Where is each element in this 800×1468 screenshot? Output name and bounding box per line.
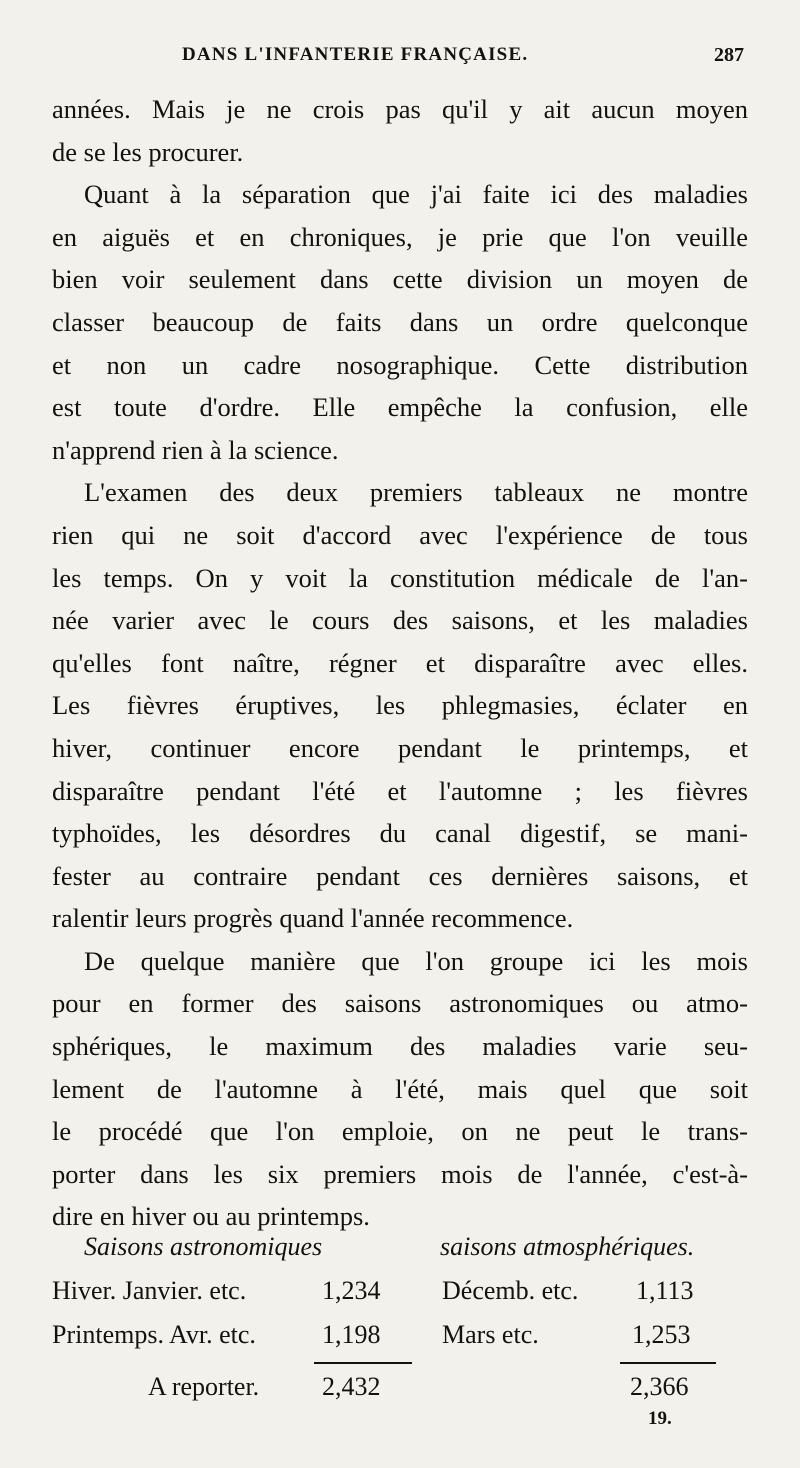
text-line: années. Mais je ne crois pas qu'il y ait aucun moyen: [52, 94, 748, 124]
text-line: L'examen des deux premiers tableaux ne montre: [84, 477, 748, 508]
text-line: qu'elles font naître, régner et disparaître avec elles.: [52, 647, 748, 678]
body-text: [52, 88, 748, 1238]
text-line: Les fièvres éruptives, les phlegmasies, éclater en: [52, 690, 748, 721]
table-head-atmospheric: saisons atmosphériques.: [440, 1232, 695, 1261]
text-line: pour en former des saisons astronomiques ou atmo-: [52, 988, 748, 1019]
text-line: sphériques, le maximum des maladies varie seu-: [52, 1031, 748, 1062]
text-line: n'apprend rien à la science.: [52, 434, 339, 465]
sum-rule-left: [314, 1362, 412, 1364]
text-line: Quant à la séparation que j'ai faite ici des maladies: [84, 179, 748, 210]
page-header: [52, 44, 752, 76]
text-line: les temps. On y voit la constitution médicale de l'an-: [52, 562, 748, 593]
running-head: DANS L'INFANTERIE FRANÇAISE.: [182, 44, 529, 65]
row2-label-right: Mars etc.: [442, 1320, 539, 1349]
sum-rule-right: [620, 1362, 716, 1364]
text-line: de se les procurer.: [52, 136, 244, 167]
text-line: le procédé que l'on emploie, on ne peut le trans-: [52, 1116, 748, 1147]
carry-value-left: 2,432: [322, 1372, 381, 1401]
row1-value-right: 1,113: [636, 1276, 694, 1305]
text-line: typhoïdes, les désordres du canal digestif, se mani-: [52, 818, 748, 849]
text-line: née varier avec le cours des saisons, et les maladies: [52, 605, 748, 636]
text-line: De quelque manière que l'on groupe ici les mois: [84, 945, 748, 976]
text-line: classer beaucoup de faits dans un ordre quelconque: [52, 306, 748, 337]
text-line: lement de l'automne à l'été, mais quel que soit: [52, 1073, 748, 1104]
text-line: bien voir seulement dans cette division un moyen de: [52, 264, 748, 295]
text-line: fester au contraire pendant ces dernières saisons, et: [52, 860, 748, 891]
text-line: hiver, continuer encore pendant le printemps, et: [52, 732, 748, 763]
row2-value-right: 1,253: [632, 1320, 691, 1349]
text-line: ralentir leurs progrès quand l'année recommence.: [52, 903, 574, 934]
carry-label: A reporter.: [148, 1372, 260, 1401]
text-line: disparaître pendant l'été et l'automne ; les fièvres: [52, 775, 748, 806]
carry-value-right: 2,366: [630, 1372, 689, 1401]
row2-label-left: Printemps. Avr. etc.: [52, 1320, 256, 1349]
text-line: et non un cadre nosographique. Cette distribution: [52, 349, 748, 380]
row1-value-left: 1,234: [322, 1276, 381, 1305]
row1-label-left: Hiver. Janvier. etc.: [52, 1276, 247, 1305]
row2-value-left: 1,198: [322, 1320, 381, 1349]
text-line: est toute d'ordre. Elle empêche la confusion, elle: [52, 392, 748, 423]
text-line: en aiguës et en chroniques, je prie que l'on veuille: [52, 221, 748, 252]
text-line: rien qui ne soit d'accord avec l'expérience de tous: [52, 519, 748, 550]
row1-label-right: Décemb. etc.: [442, 1276, 579, 1305]
text-line: dire en hiver ou au printemps.: [52, 1201, 370, 1232]
signature-mark: 19.: [648, 1408, 672, 1429]
page-number: 287: [714, 44, 744, 66]
table-head-astronomic: Saisons astronomiques: [84, 1232, 323, 1261]
text-line: porter dans les six premiers mois de l'année, c'est-à-: [52, 1158, 748, 1189]
